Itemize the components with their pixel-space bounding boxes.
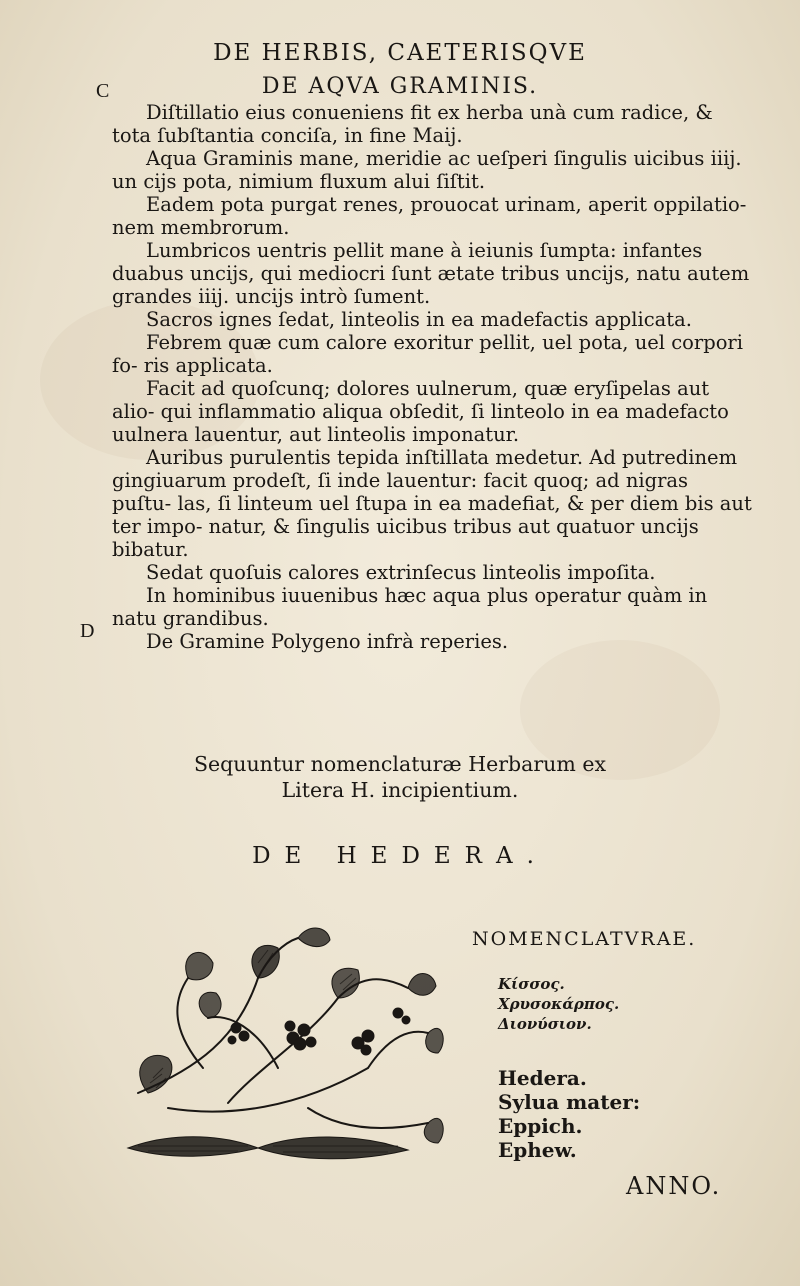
sequuntur-line-2: Litera H. incipientium.: [281, 778, 519, 802]
latin-name: Sylua mater:: [498, 1090, 641, 1114]
paragraph: Sacros ignes ſedat, linteolis in ea madefactis applicata.: [146, 308, 692, 331]
paragraph: Aqua Graminis mane, meridie ac ueſperi ſingulis uicibus iiij. un cijs pota, nimium fluxum alui ſiſtit.: [112, 147, 742, 193]
vernacular-names-list: [498, 1066, 640, 1162]
paragraph: Diſtillatio eius conueniens fit ex herba unà cum radice, & tota ſubſtantia conciſa, in fine Maij.: [112, 101, 713, 147]
paragraph: Auribus purulentis tepida inſtillata medetur. Ad putredinem gingiuarum prodeſt, ſi inde lauentur: facit quoq; ad nigras puſtu‑ las, ſi linteum uel ſtupa in ea madefiat, & per diem bis aut ter impo‑ natur, & ſingulis uicibus tribus aut quatuor uncijs bibatur.: [112, 446, 752, 561]
paragraph: In hominibus iuuenibus hæc aqua plus operatur quàm in natu grandibus.: [112, 584, 708, 630]
margin-letter-d: D: [80, 620, 95, 642]
greek-names-list: [498, 974, 619, 1034]
section-title-aqua-graminis: DE AQVA GRAMINIS.: [261, 74, 539, 99]
catchword: ANNO.: [626, 1172, 722, 1200]
paragraph: Sedat quoſuis calores extrinſecus linteolis impoſita.: [146, 561, 656, 584]
ivy-woodcut-icon: [108, 918, 448, 1172]
greek-name: Διονύσιον.: [498, 1015, 592, 1033]
body-text: [112, 101, 752, 653]
paragraph: Lumbricos uentris pellit mane à ieiunis ſumpta: infantes duabus uncijs, qui mediocri ſunt ætate tribus uncijs, natu autem grandes iiij. uncijs intrò ſument.: [112, 239, 750, 308]
german-name: Ephew.: [498, 1138, 577, 1162]
nomenclature-heading: NOMENCLATVRAE.: [472, 928, 697, 950]
section-title-de-hedera: DE HEDERA.: [252, 843, 548, 869]
paragraph: Eadem pota purgat renes, prouocat urinam, aperit oppilatio‑ nem membrorum.: [112, 193, 747, 239]
paragraph: Febrem quæ cum calore exoritur pellit, uel pota, uel corpori fo‑ ris applicata.: [112, 331, 743, 377]
paragraph: Facit ad quoſcunq; dolores uulnerum, quæ eryſipelas aut alio‑ qui inflammatio aliqua obſedit, ſi linteolo in ea madefacto uulnera lauentur, aut linteolis imponatur.: [112, 377, 729, 446]
latin-name: Hedera.: [498, 1066, 587, 1090]
sequuntur-line-1: Sequuntur nomenclaturæ Herbarum ex: [193, 752, 607, 776]
greek-name: Χρυσοκάρπος.: [498, 995, 620, 1013]
margin-letter-c: C: [96, 80, 110, 102]
paragraph: De Gramine Polygeno infrà reperies.: [146, 630, 509, 653]
german-name: Eppich.: [498, 1114, 583, 1138]
running-head: DE HERBIS, CAETERISQVE: [213, 40, 587, 66]
greek-name: Κίσσος.: [498, 975, 565, 993]
